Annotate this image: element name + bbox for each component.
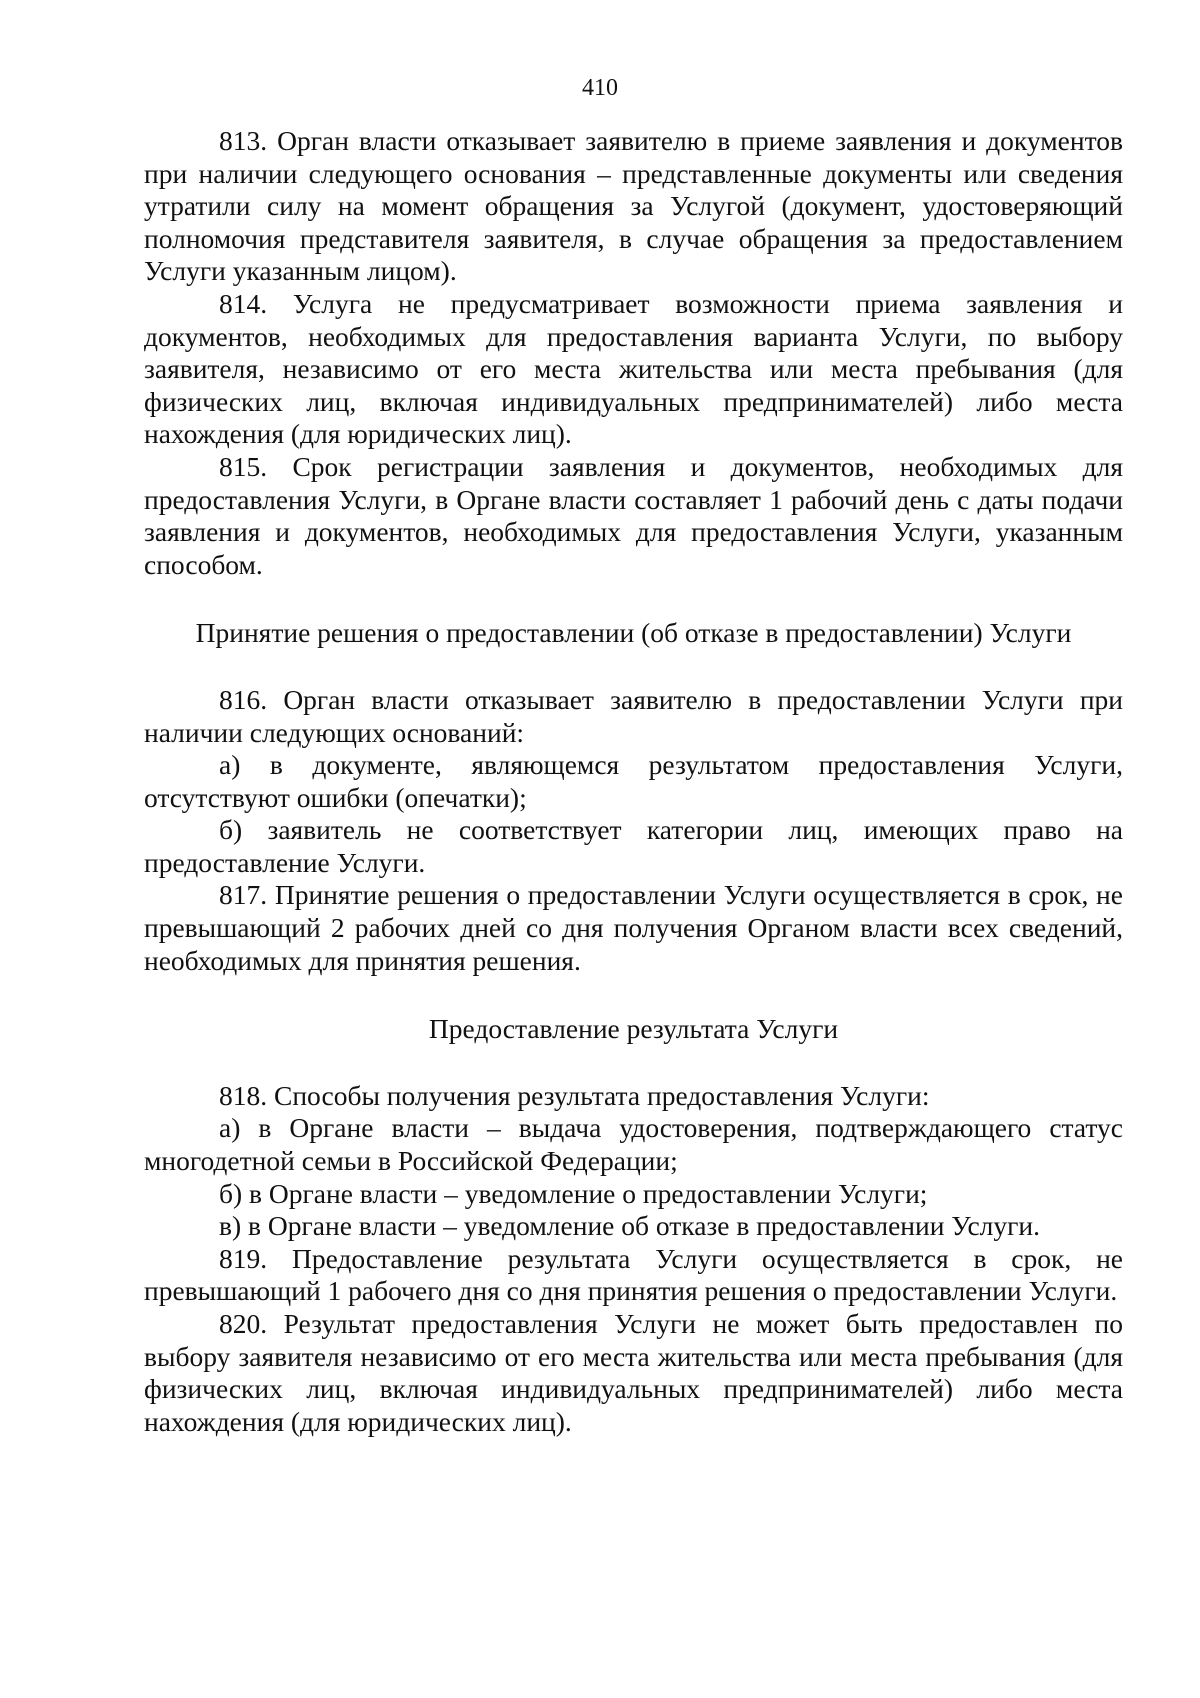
document-body: [144, 125, 1123, 1438]
paragraph-817: 817. Принятие решения о предоставлении Услуги осуществляется в срок, не превышающий 2 рабочих дней со дня получения Органом власти всех сведений, необходимых для принятия решения.: [144, 879, 1123, 976]
page-number: 410: [582, 75, 618, 101]
paragraph-820: 820. Результат предоставления Услуги не может быть предоставлен по выбору заявителя независимо от его места жительства или места пребывания (для физических лиц, включая индивидуальных предпринимателей) либо места нахождения (для юридических лиц).: [144, 1308, 1123, 1437]
paragraph-818-c: в) в Органе власти – уведомление об отказе в предоставлении Услуги.: [219, 1210, 1041, 1242]
paragraph-819: 819. Предоставление результата Услуги осуществляется в срок, не превышающий 1 рабочего дня со дня принятия решения о предоставлении Услуги.: [144, 1242, 1123, 1307]
paragraph-814: 814. Услуга не предусматривает возможности приема заявления и документов, необходимых для предоставления варианта Услуги, по выбору заявителя, независимо от его места жительства или места пребывания (для физических лиц, включая индивидуальных предпринимателей) либо места нахождения (для юридических лиц).: [144, 287, 1123, 450]
paragraph-818-b: б) в Органе власти – уведомление о предоставлении Услуги;: [219, 1177, 928, 1209]
paragraph-813: 813. Орган власти отказывает заявителю в приеме заявления и документов при наличии следующего основания – представленные документы или сведения утратили силу на момент обращения за Услугой (документ, удостоверяющий полномочия представителя заявителя, в случае обращения за предоставлением Услуги указанным лицом).: [144, 125, 1123, 287]
section-heading-decision: Принятие решения о предоставлении (об отказе в предоставлении) Услуги: [195, 617, 1072, 649]
paragraph-818: 818. Способы получения результата предоставления Услуги:: [219, 1079, 930, 1111]
paragraph-816-a: а) в документе, являющемся результатом предоставления Услуги, отсутствуют ошибки (опечатки);: [144, 749, 1123, 813]
paragraph-815: 815. Срок регистрации заявления и документов, необходимых для предоставления Услуги, в Органе власти составляет 1 рабочий день с даты подачи заявления и документов, необходимых для предоставления Услуги, указанным способом.: [144, 450, 1123, 580]
paragraph-816: 816. Орган власти отказывает заявителю в предоставлении Услуги при наличии следующих оснований:: [144, 683, 1123, 748]
paragraph-818-a: а) в Органе власти – выдача удостоверения, подтверждающего статус многодетной семьи в Российской Федерации;: [144, 1112, 1123, 1177]
section-heading-result: Предоставление результата Услуги: [428, 1013, 839, 1045]
paragraph-816-b: б) заявитель не соответствует категории лиц, имеющих право на предоставление Услуги.: [144, 814, 1123, 878]
